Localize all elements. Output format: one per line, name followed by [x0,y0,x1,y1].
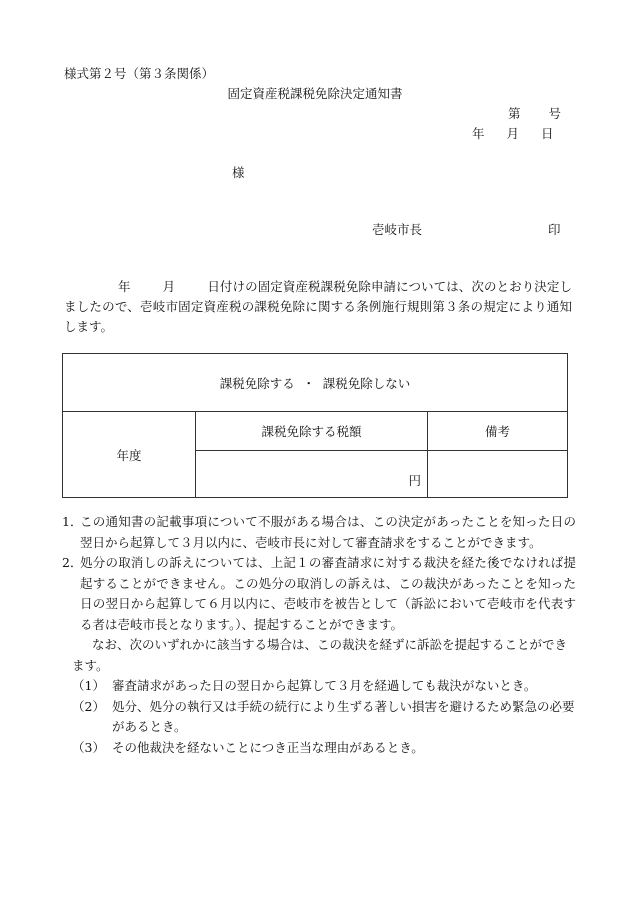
sub-item-3-number: （3） [72,739,105,755]
remarks-header: 備考 [428,412,568,451]
note-2 [62,553,576,635]
document-title: 固定資産税課税免除決定通知書 [227,86,403,101]
tax-amount-value-cell [196,451,428,498]
date-day: 日 [541,126,554,141]
decision-table [62,353,568,498]
note-1-number: 1． [62,514,83,529]
sub-item-1-number: （1） [72,678,105,693]
choice-not-exempt: 課税免除しない [322,375,411,391]
choice-exempt: 課税免除する [219,375,295,391]
sub-item-2 [62,697,576,738]
note-2-text: 処分の取消しの訴えについては、上記１の審査請求に対する裁決を経た後でなければ提起することができません。この処分の取消しの訴えは、この裁決があったことを知った日の翌日から起算して６月以内に、壱岐市を被告として（訴訟において壱岐市を代表する者は壱岐市長となります。）、提起することができます。 [80,555,576,632]
sub-item-3 [62,738,576,759]
number-dai: 第 [508,106,521,121]
fiscal-year-cell [63,412,196,498]
note-1 [62,512,576,553]
sub-item-3-text: その他裁決を経ないことにつき正当な理由があるとき。 [112,739,424,755]
body-text-rest: 日付けの固定資産税課税免除申請については、次のとおり決定しましたので、壱岐市固定資産税の課税免除に関する条例施行規則第３条の規定により通知します。 [64,279,572,334]
body-paragraph [64,277,572,337]
form-label: 様式第２号（第３条関係） [64,66,215,81]
document-number [508,104,561,122]
remarks-value-cell [428,451,568,498]
note-2-paragraph: なお、次のいずれかに該当する場合は、この裁決を経ずに訴訟を提起することができます。 [72,637,568,673]
notes-section [62,512,576,758]
sub-item-2-text: 処分、処分の執行又は手続の続行により生ずる著しい損害を避けるため緊急の必要があるとき。 [112,698,575,734]
sender-mayor: 壱岐市長 [372,222,423,237]
note-1-text: この通知書の記載事項について不服がある場合は、この決定があったことを知った日の翌日から起算して３月以内に、壱岐市長に対して審査請求をすることができます。 [80,514,576,550]
yen-unit: 円 [408,473,421,488]
document-date [472,124,554,142]
decision-choice-cell [63,354,568,412]
seal-mark: 印 [548,222,561,237]
fiscal-year-label: 年度 [116,447,142,463]
sub-item-1-text: 審査請求があった日の翌日から起算して３月を経過しても裁決がないとき。 [112,678,537,693]
number-go: 号 [548,106,562,121]
choice-separator: ・ [302,375,315,391]
date-year: 年 [472,126,485,141]
sub-item-2-number: （2） [72,698,105,714]
body-month: 月 [162,279,176,294]
date-month: 月 [506,126,520,141]
tax-amount-header: 課税免除する税額 [196,412,428,451]
body-year: 年 [118,279,131,294]
sub-item-1 [62,676,576,697]
addressee-sama: 様 [232,165,245,180]
note-2-number: 2． [62,555,83,570]
